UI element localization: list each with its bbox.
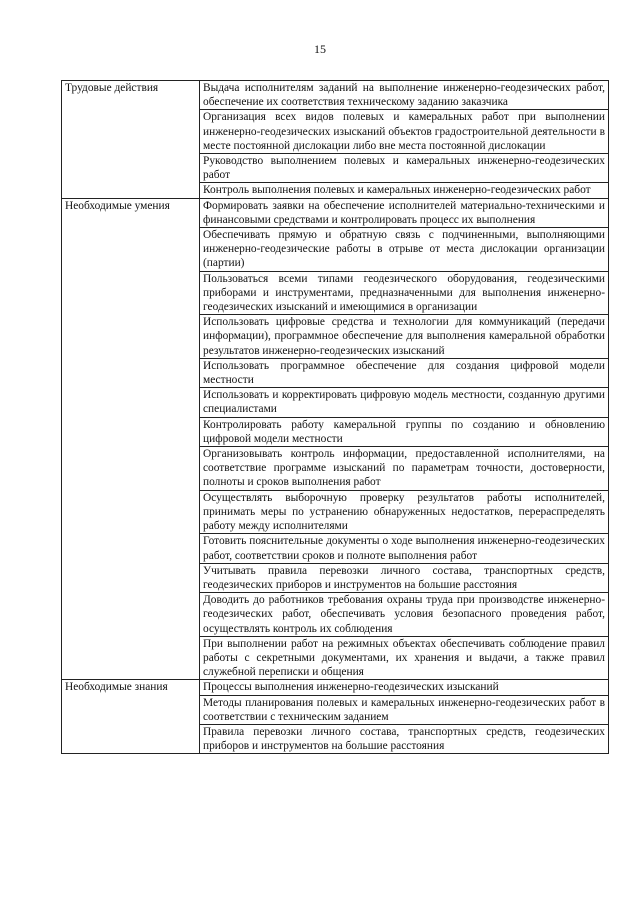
requirement-item: Использовать цифровые средства и технологии для коммуникаций (передачи информации), программное обеспечение для выполнения камеральной обработки результатов инженерно-геодезических изысканий — [200, 315, 609, 359]
requirement-item: Контроль выполнения полевых и камеральных инженерно-геодезических работ — [200, 183, 609, 198]
requirement-item: Доводить до работников требования охраны труда при производстве инженерно-геодезических работ, обеспечивать условия безопасного проведения работ, осуществлять контроль их соблюдения — [200, 593, 609, 637]
section-label: Необходимые знания — [62, 680, 200, 754]
requirement-item: Процессы выполнения инженерно-геодезических изысканий — [200, 680, 609, 695]
section-label: Трудовые действия — [62, 81, 200, 199]
requirement-item: Использовать и корректировать цифровую модель местности, созданную другими специалистами — [200, 388, 609, 417]
requirement-item: Использовать программное обеспечение для создания цифровой модели местности — [200, 358, 609, 387]
requirement-item: При выполнении работ на режимных объектах обеспечивать соблюдение правил работы с секретными документами, их хранения и выдачи, а также правил служебной переписки и общения — [200, 636, 609, 680]
section-label: Необходимые умения — [62, 198, 200, 680]
requirement-item: Контролировать работу камеральной группы по созданию и обновлению цифровой модели местности — [200, 417, 609, 446]
requirement-item: Пользоваться всеми типами геодезического оборудования, геодезическими приборами и инструментами, предназначенными для выполнения инженерно-геодезических изысканий и имеющимися в организации — [200, 271, 609, 315]
requirement-item: Выдача исполнителям заданий на выполнение инженерно-геодезических работ, обеспечение их соответствия техническому заданию заказчика — [200, 81, 609, 110]
requirement-item: Руководство выполнением полевых и камеральных инженерно-геодезических работ — [200, 154, 609, 183]
requirement-item: Организовывать контроль информации, предоставленной исполнителями, на соответствие программе изысканий по параметрам точности, достоверности, полноты и сроков выполнения работ — [200, 447, 609, 491]
requirement-item: Готовить пояснительные документы о ходе выполнения инженерно-геодезических работ, соответствии сроков и полноте выполнения работ — [200, 534, 609, 563]
requirement-item: Организация всех видов полевых и камеральных работ при выполнении инженерно-геодезических изысканий объектов градостроительной деятельности в месте постоянной дислокации либо вне места постоянной дислокации — [200, 110, 609, 154]
page-number: 15 — [314, 42, 326, 56]
table-row — [62, 680, 609, 695]
table-row — [62, 81, 609, 110]
table-row — [62, 198, 609, 227]
requirement-item: Обеспечивать прямую и обратную связь с подчиненными, выполняющими инженерно-геодезические работы в отрыве от места дислокации организации (партии) — [200, 228, 609, 272]
requirement-item: Осуществлять выборочную проверку результатов работы исполнителей, принимать меры по устранению обнаруженных недостатков, перераспределять работу между исполнителями — [200, 490, 609, 534]
requirement-item: Правила перевозки личного состава, транспортных средств, геодезических приборов и инструментов на большие расстояния — [200, 724, 609, 753]
requirement-item: Методы планирования полевых и камеральных инженерно-геодезических работ в соответствии с техническим заданием — [200, 695, 609, 724]
requirement-item: Формировать заявки на обеспечение исполнителей материально-техническими и финансовыми средствами и контролировать процесс их выполнения — [200, 198, 609, 227]
requirement-item: Учитывать правила перевозки личного состава, транспортных средств, геодезических приборов и инструментов на большие расстояния — [200, 563, 609, 592]
qualification-table — [61, 80, 609, 754]
